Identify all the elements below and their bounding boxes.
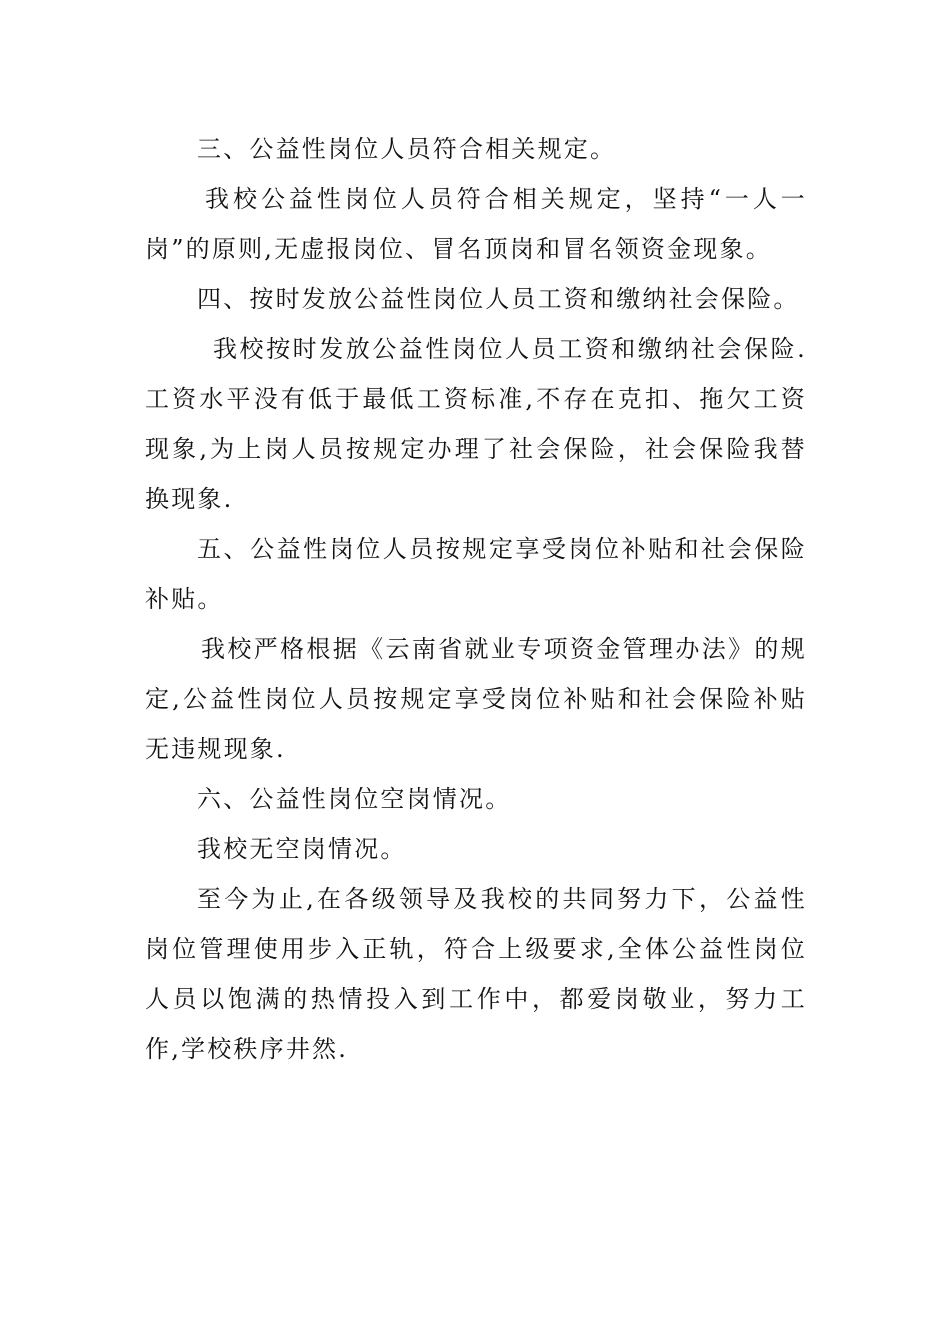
document-body [145,124,807,1074]
section-four-paragraph: 我校按时发放公益性岗位人员工资和缴纳社会保险.工资水平没有低于最低工资标准,不存在克扣、拖欠工资现象,为上岗人员按规定办理了社会保险，社会保险我替换现象. [145,335,807,513]
section-five-heading: 五、公益性岗位人员按规定享受岗位补贴和社会保险补贴。 [145,535,807,613]
section-six-heading: 六、公益性岗位空岗情况。 [197,785,512,813]
section-three-heading: 三、公益性岗位人员符合相关规定。 [197,135,617,163]
section-four-heading: 四、按时发放公益性岗位人员工资和缴纳社会保险。 [197,285,800,313]
section-three-paragraph: 我校公益性岗位人员符合相关规定，坚持“一人一岗”的原则,无虚报岗位、冒名顶岗和冒名领资金现象。 [145,185,807,263]
section-six-paragraph: 我校无空岗情况。 [197,835,407,863]
section-five-paragraph: 我校严格根据《云南省就业专项资金管理办法》的规定,公益性岗位人员按规定享受岗位补贴和社会保险补贴无违规现象. [145,635,807,763]
conclusion-paragraph: 至今为止,在各级领导及我校的共同努力下，公益性岗位管理使用步入正轨，符合上级要求,全体公益性岗位人员以饱满的热情投入到工作中，都爱岗敬业，努力工作,学校秩序井然. [145,885,807,1063]
